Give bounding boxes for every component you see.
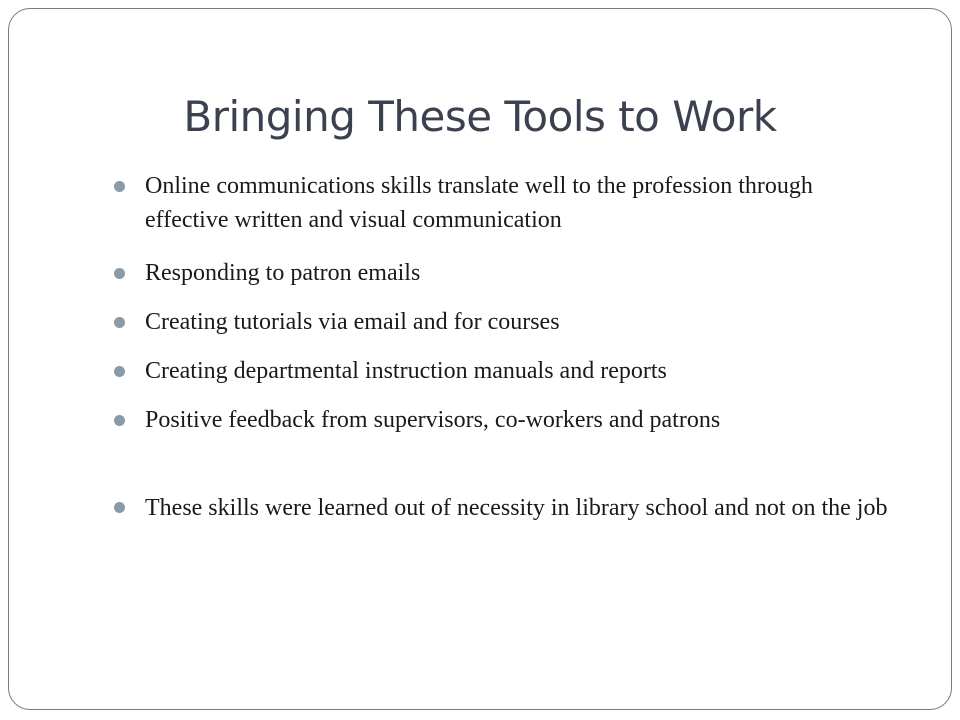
bullet-dot-icon — [114, 317, 125, 328]
bullet-text: Responding to patron emails — [145, 260, 421, 286]
bullet-text: These skills were learned out of necessity in library school and not on the job — [145, 495, 888, 521]
bullet-item — [136, 403, 896, 437]
bullet-text: Online communications skills translate well to the profession through effective written and visual communication — [145, 173, 813, 233]
bullet-dot-icon — [114, 415, 125, 426]
bullet-item — [136, 305, 896, 339]
slide-title: Bringing These Tools to Work — [183, 92, 777, 141]
slide — [8, 8, 952, 710]
bullet-list — [136, 169, 896, 527]
bullet-dot-icon — [114, 502, 125, 513]
bullet-dot-icon — [114, 366, 125, 377]
bullet-item — [136, 169, 896, 237]
bullet-text: Creating departmental instruction manuals and reports — [145, 358, 667, 384]
bullet-text: Creating tutorials via email and for courses — [145, 309, 560, 335]
bullet-dot-icon — [114, 268, 125, 279]
bullet-item — [136, 490, 896, 527]
bullet-item — [136, 256, 896, 290]
bullet-dot-icon — [114, 181, 125, 192]
bullet-item — [136, 354, 896, 388]
bullet-text: Positive feedback from supervisors, co-workers and patrons — [145, 407, 721, 433]
